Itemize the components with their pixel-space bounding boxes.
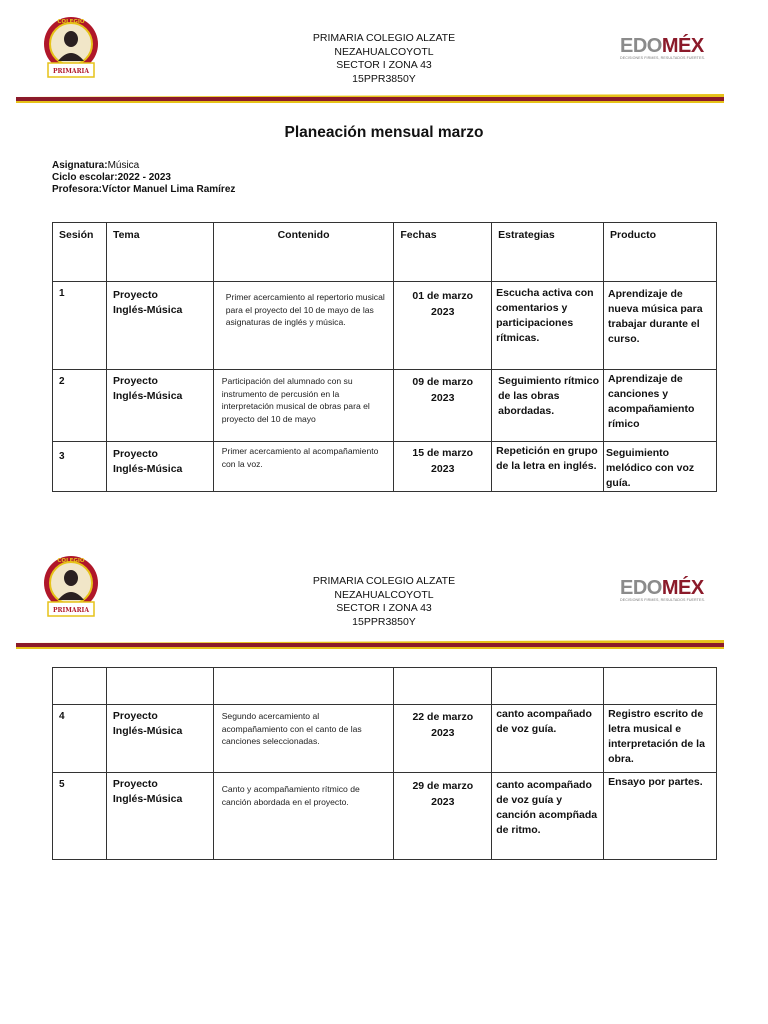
subject-value: Música xyxy=(107,160,140,171)
school-crest-logo xyxy=(40,554,100,618)
teacher-value: Víctor Manuel Lima Ramírez xyxy=(102,184,236,195)
row-session: 1 xyxy=(59,288,65,299)
header-session: Sesión xyxy=(59,229,94,241)
row-product: Ensayo por partes. xyxy=(608,776,703,788)
school-sector: SECTOR I ZONA 43 xyxy=(336,59,432,71)
row-session: 5 xyxy=(59,779,65,790)
row-product: Seguimiento melódico con voz guía. xyxy=(606,447,695,489)
edomex-word-b: MÉX xyxy=(661,35,704,57)
planning-table-page1 xyxy=(52,222,717,492)
row-topic: Proyecto Inglés-Música xyxy=(112,778,183,805)
header-dates: Fechas xyxy=(400,229,437,241)
crest-text-top: COLEGIO xyxy=(57,19,85,25)
row-content: Canto y acompañamiento rítmico de canción abordada en el proyecto. xyxy=(221,784,360,807)
table-row xyxy=(53,773,717,860)
subject-label: Asignatura: xyxy=(52,160,108,171)
row-date: 09 de marzo 2023 xyxy=(412,376,474,404)
meta-block xyxy=(52,160,235,196)
row-content: Participación del alumnado con su instrumento de percusión en la interpretación musical de obras para el proyecto del 10 de mayo xyxy=(221,376,370,424)
row-date: 15 de marzo 2023 xyxy=(412,447,474,475)
school-info xyxy=(269,32,499,86)
row-date: 01 de marzo 2023 xyxy=(412,290,474,318)
row-session: 2 xyxy=(59,376,65,387)
table-header-row xyxy=(53,223,717,282)
header-product: Producto xyxy=(610,229,657,241)
crest-text-bottom: PRIMARIA xyxy=(52,68,90,75)
school-name: PRIMARIA COLEGIO ALZATE xyxy=(312,32,456,44)
header-topic: Tema xyxy=(112,229,140,241)
row-topic: Proyecto Inglés-Música xyxy=(112,375,183,402)
row-content: Primer acercamiento al acompañamiento con la voz. xyxy=(221,446,379,469)
row-topic: Proyecto Inglés-Música xyxy=(112,448,183,475)
row-date: 29 de marzo 2023 xyxy=(412,780,474,808)
table-row xyxy=(53,370,717,442)
row-session: 4 xyxy=(59,711,65,722)
row-content: Segundo acercamiento al acompañamiento con el canto de las canciones seleccionadas. xyxy=(221,711,362,746)
row-session: 3 xyxy=(59,451,65,462)
crest-text-top: COLEGIO xyxy=(57,558,85,564)
planning-table-page2 xyxy=(52,667,717,860)
school-code: 15PPR3850Y xyxy=(352,72,416,85)
row-strategy: Escucha activa con comentarios y participaciones rítmicas. xyxy=(496,287,594,344)
table-row xyxy=(53,282,717,370)
header-band xyxy=(16,94,724,104)
row-topic: Proyecto Inglés-Música xyxy=(112,289,183,316)
edomex-word-a: EDO xyxy=(620,35,662,57)
row-product: Aprendizaje de nueva música para trabajar durante el curso. xyxy=(608,288,703,345)
edomex-logo xyxy=(620,578,720,604)
school-crest-logo xyxy=(40,15,100,79)
school-crest-icon xyxy=(40,15,102,81)
school-code: 15PPR3850Y xyxy=(352,615,416,628)
cycle-value: 2022 - 2023 xyxy=(117,172,171,183)
teacher-label: Profesora: xyxy=(52,184,103,195)
school-name: PRIMARIA COLEGIO ALZATE xyxy=(312,575,456,587)
row-strategy: canto acompañado de voz guía. xyxy=(496,708,592,735)
school-city: NEZAHUALCOYOTL xyxy=(334,45,434,58)
edomex-tagline: DECISIONES FIRMES, RESULTADOS FUERTES. xyxy=(620,598,706,602)
row-strategy: Repetición en grupo de la letra en inglés. xyxy=(496,445,598,472)
school-sector: SECTOR I ZONA 43 xyxy=(336,602,432,614)
edomex-logo xyxy=(620,36,720,62)
table-row xyxy=(53,442,717,492)
row-strategy: Seguimiento rítmico de las obras abordadas. xyxy=(498,375,600,417)
edomex-tagline: DECISIONES FIRMES, RESULTADOS FUERTES. xyxy=(620,56,706,60)
school-crest-icon xyxy=(40,554,102,620)
page-title: Planeación mensual marzo xyxy=(284,124,484,141)
header-band xyxy=(16,640,724,650)
row-strategy: canto acompañado de voz guía y canción acompñada de ritmo. xyxy=(496,779,598,836)
crest-text-bottom: PRIMARIA xyxy=(52,607,90,614)
table-header-row-empty xyxy=(53,668,717,705)
row-product: Registro escrito de letra musical e interpretación de la obra. xyxy=(608,708,705,765)
row-date: 22 de marzo 2023 xyxy=(412,711,474,739)
edomex-word-b: MÉX xyxy=(661,577,704,599)
row-product: Aprendizaje de canciones y acompañamiento rímico xyxy=(608,373,695,430)
edomex-word-a: EDO xyxy=(620,577,662,599)
table-row xyxy=(53,705,717,773)
school-info xyxy=(269,575,499,629)
school-city: NEZAHUALCOYOTL xyxy=(334,588,434,601)
header-content: Contenido xyxy=(277,229,330,241)
cycle-label: Ciclo escolar: xyxy=(52,172,118,183)
row-content: Primer acercamiento al repertorio musical para el proyecto del 10 de mayo de las asignaturas de inglés y música. xyxy=(225,292,385,327)
row-topic: Proyecto Inglés-Música xyxy=(112,710,183,737)
header-strategies: Estrategias xyxy=(498,229,555,241)
